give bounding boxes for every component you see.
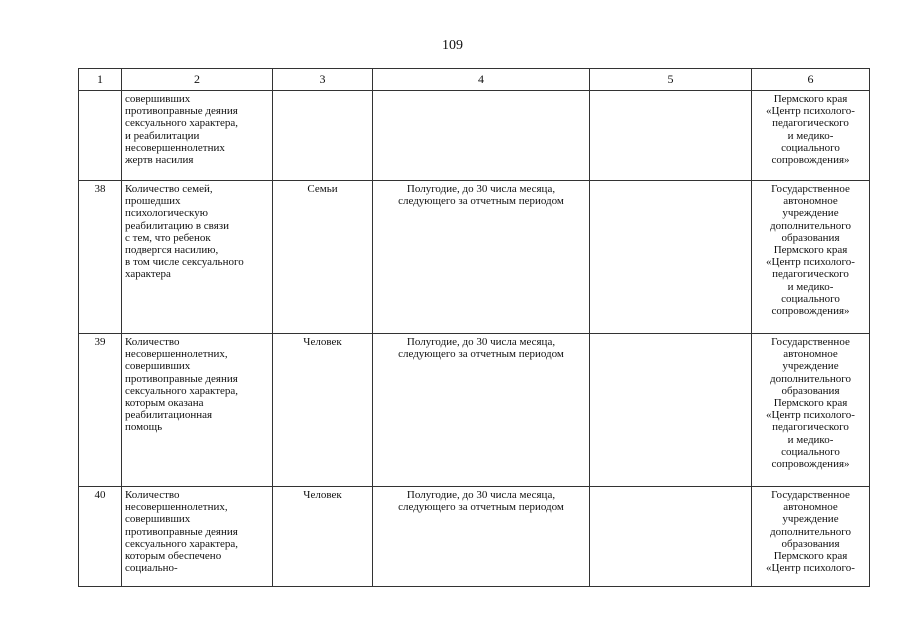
table-row: [79, 181, 870, 334]
column-header: 6: [752, 69, 870, 91]
table-row: [79, 487, 870, 587]
unit-of-measure: Семьи: [273, 181, 373, 334]
reporting-period: [373, 91, 590, 181]
indicator-name: совершивших противоправные деяния сексуального характера, и реабилитации несовершеннолетних жертв насилия: [122, 91, 273, 181]
row-number: [79, 91, 122, 181]
indicator-name: Количество семей, прошедших психологическую реабилитацию в связи с тем, что ребенок подвергся насилию, в том числе сексуального характера: [122, 181, 273, 334]
table-header-row: [79, 69, 870, 91]
row-number: 40: [79, 487, 122, 587]
column-header: 4: [373, 69, 590, 91]
column-header: 5: [590, 69, 752, 91]
responsible-organization: Государственное автономное учреждение дополнительного образования Пермского края «Центр психолого-: [752, 487, 870, 587]
responsible-organization: Государственное автономное учреждение дополнительного образования Пермского края «Центр психолого- педагогического и медико- социального сопровождения»: [752, 334, 870, 487]
reporting-period: Полугодие, до 30 числа месяца, следующего за отчетным периодом: [373, 181, 590, 334]
responsible-organization: Пермского края «Центр психолого- педагогического и медико- социального сопровождения»: [752, 91, 870, 181]
unit-of-measure: Человек: [273, 487, 373, 587]
column-header: 1: [79, 69, 122, 91]
empty-cell: [590, 334, 752, 487]
empty-cell: [590, 91, 752, 181]
page-number: 109: [442, 38, 463, 53]
column-header: 3: [273, 69, 373, 91]
indicator-name: Количество несовершеннолетних, совершивших противоправные деяния сексуального характера, которым обеспечено социально-: [122, 487, 273, 587]
table-row: [79, 91, 870, 181]
indicator-name: Количество несовершеннолетних, совершивших противоправные деяния сексуального характера, которым оказана реабилитационная помощь: [122, 334, 273, 487]
unit-of-measure: [273, 91, 373, 181]
row-number: 38: [79, 181, 122, 334]
table-row: [79, 334, 870, 487]
empty-cell: [590, 487, 752, 587]
responsible-organization: Государственное автономное учреждение дополнительного образования Пермского края «Центр психолого- педагогического и медико- социального сопровождения»: [752, 181, 870, 334]
column-header: 2: [122, 69, 273, 91]
row-number: 39: [79, 334, 122, 487]
reporting-period: Полугодие, до 30 числа месяца, следующего за отчетным периодом: [373, 334, 590, 487]
unit-of-measure: Человек: [273, 334, 373, 487]
empty-cell: [590, 181, 752, 334]
reporting-period: Полугодие, до 30 числа месяца, следующего за отчетным периодом: [373, 487, 590, 587]
indicators-table: [78, 68, 870, 587]
